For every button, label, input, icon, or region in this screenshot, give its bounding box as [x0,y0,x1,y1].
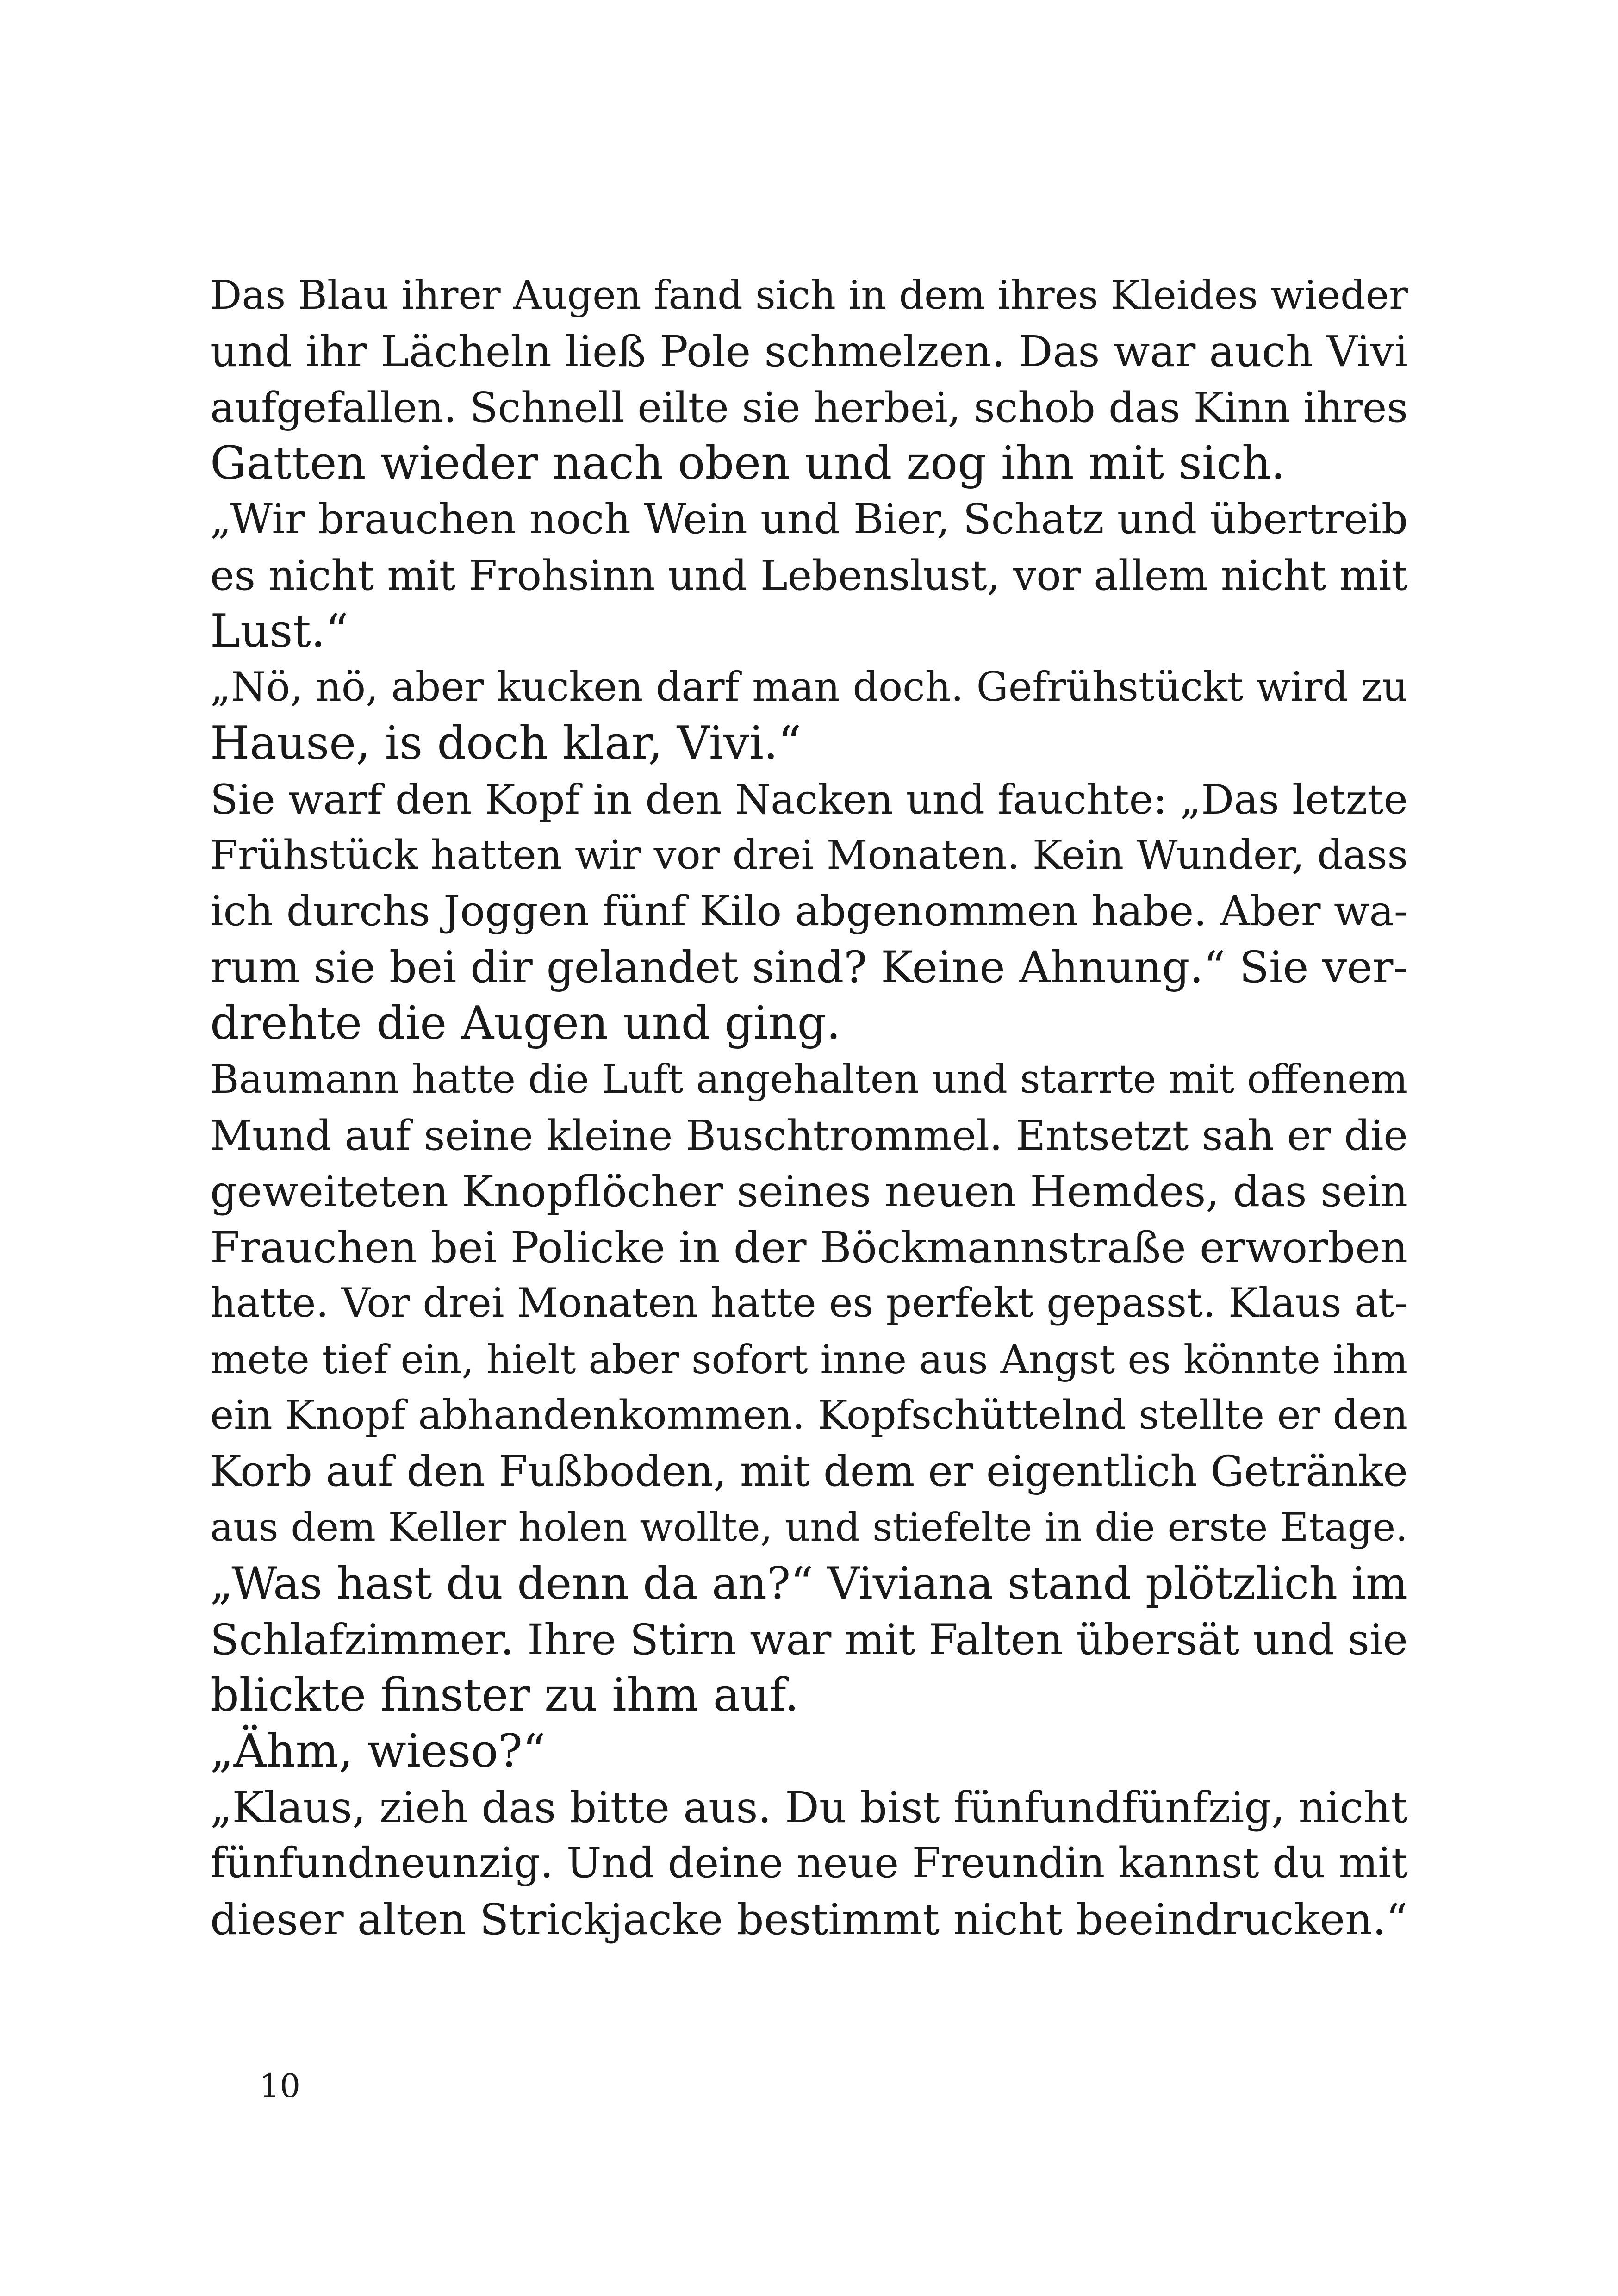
text-line: Baumann hatte die Luft angehalten und starrte mit offenem [210,1057,1408,1102]
text-line: blickte finster zu ihm auf. [210,1669,799,1722]
text-line: Frauchen bei Policke in der Böckmannstraße erworben [210,1222,1408,1272]
text-line: ein Knopf abhandenkommen. Kopfschüttelnd stellte er den [210,1392,1408,1438]
text-line: Gatten wieder nach oben und zog ihn mit sich. [210,437,1286,490]
text-line: hatte. Vor drei Monaten hatte es perfekt gepasst. Klaus at- [210,1280,1408,1326]
text-line: „Ähm, wieso?“ [210,1725,546,1778]
text-line: Frühstück hatten wir vor drei Monaten. Kein Wunder, dass [210,832,1408,878]
text-line: es nicht mit Frohsinn und Lebenslust, vor allem nicht mit [210,552,1408,599]
page-number: 10 [259,2067,301,2105]
text-line: und ihr Lächeln ließ Pole schmelzen. Das war auch Vivi [210,327,1408,376]
text-line: Korb auf den Fußboden, mit dem er eigentlich Getränke [210,1447,1408,1496]
text-line: aufgefallen. Schnell eilte sie herbei, schob das Kinn ihres [210,384,1408,431]
text-line: Hause, is doch klar, Vivi.“ [210,717,802,770]
text-line: Schlafzimmer. Ihre Stirn war mit Falten übersät und sie [210,1615,1408,1664]
text-line: „Was hast du denn da an?“ Viviana stand plötzlich im [210,1557,1408,1609]
text-line: Das Blau ihrer Augen fand sich in dem ihres Kleides wieder [210,273,1408,318]
body-text [210,268,1408,1948]
text-line: drehte die Augen und ging. [210,997,841,1050]
text-line: fünfundneunzig. Und deine neue Freundin kannst du mit [210,1839,1408,1887]
text-line: geweiteten Knopflöcher seines neuen Hemdes, das sein [210,1167,1408,1216]
text-line: Mund auf seine kleine Buschtrommel. Entsetzt sah er die [210,1112,1408,1159]
text-line: Lust.“ [210,605,349,658]
text-line: „Klaus, zieh das bitte aus. Du bist fünfundfünfzig, nicht [210,1783,1408,1832]
text-line: „Nö, nö, aber kucken darf man doch. Gefrühstückt wird zu [210,664,1408,710]
text-line: dieser alten Strickjacke bestimmt nicht beeindrucken.“ [210,1895,1408,1944]
text-line: rum sie bei dir gelandet sind? Keine Ahnung.“ Sie ver- [210,942,1408,993]
text-line: aus dem Keller holen wollte, und stiefelte in die erste Etage. [210,1505,1408,1550]
text-line: Sie warf den Kopf in den Nacken und fauchte: „Das letzte [210,776,1408,823]
text-line: mete tief ein, hielt aber sofort inne aus Angst es könnte ihm [210,1337,1408,1382]
text-line: „Wir brauchen noch Wein und Bier, Schatz und übertreib [210,495,1408,543]
text-line: ich durchs Joggen fünf Kilo abgenommen habe. Aber wa- [210,887,1408,935]
